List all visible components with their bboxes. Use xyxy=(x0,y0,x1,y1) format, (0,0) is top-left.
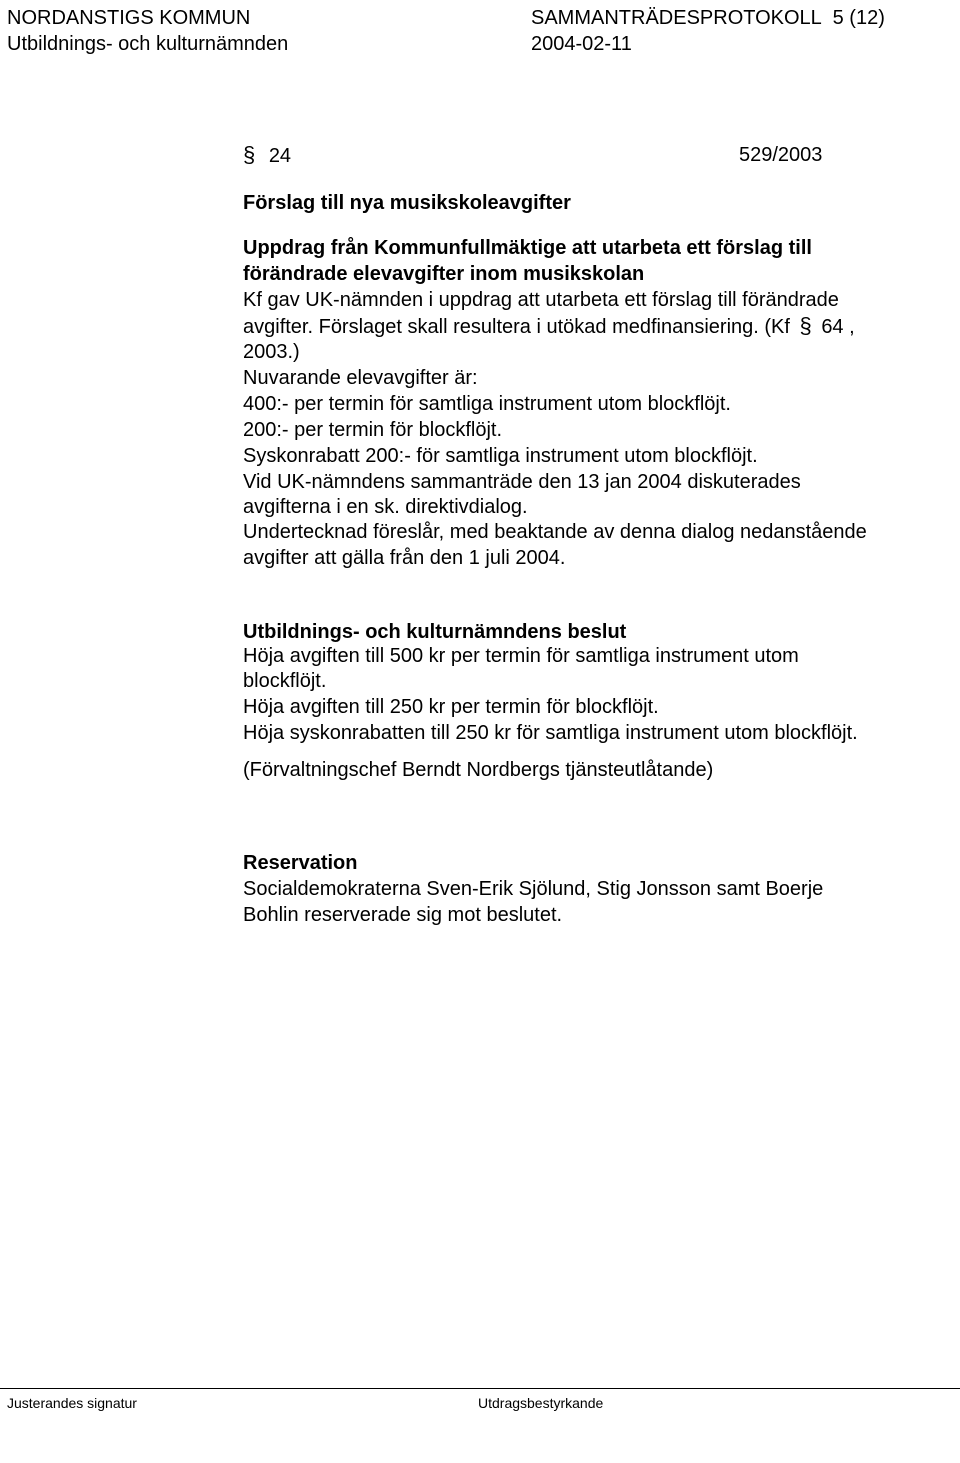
reservation-line: Socialdemokraterna Sven-Erik Sjölund, Stig Jonsson samt Boerje xyxy=(243,878,824,900)
assignment-text-line: 200:- per termin för blockflöjt. xyxy=(243,419,502,441)
assignment-text-line: avgifter att gälla från den 1 juli 2004. xyxy=(243,547,566,569)
assignment-heading-line-2: förändrade elevavgifter inom musikskolan xyxy=(243,263,645,285)
page-number: 5 (12) xyxy=(832,7,885,29)
assignment-text-line: Kf gav UK-nämnden i uppdrag att utarbeta ett förslag till förändrade xyxy=(243,289,839,311)
committee-name: Utbildnings- och kulturnämnden xyxy=(7,33,289,55)
decision-line: Höja avgiften till 500 kr per termin för samtliga instrument utom xyxy=(243,645,799,667)
assignment-heading-line-1: Uppdrag från Kommunfullmäktige att utarbeta ett förslag till xyxy=(243,237,812,259)
paragraph-symbol: § xyxy=(243,142,256,167)
decision-line: Höja avgiften till 250 kr per termin för blockflöjt. xyxy=(243,696,659,718)
signature-label: Justerandes signatur xyxy=(7,1395,137,1411)
reservation-line: Bohlin reserverade sig mot beslutet. xyxy=(243,904,563,926)
decision-line: blockflöjt. xyxy=(243,670,327,692)
decision-reference: (Förvaltningschef Berndt Nordbergs tjänsteutlåtande) xyxy=(243,759,714,781)
assignment-text-line: Vid UK-nämndens sammanträde den 13 jan 2004 diskuterades xyxy=(243,471,801,493)
assignment-text-line: avgifterna i en sk. direktivdialog. xyxy=(243,496,528,518)
assignment-text-line xyxy=(243,313,855,340)
assignment-text-line: Syskonrabatt 200:- för samtliga instrument utom blockflöjt. xyxy=(243,445,758,467)
decision-line: Höja syskonrabatten till 250 kr för samtliga instrument utom blockflöjt. xyxy=(243,722,858,744)
case-number: 529/2003 xyxy=(739,144,823,166)
section-number xyxy=(243,142,291,169)
assignment-text-line: Undertecknad föreslår, med beaktande av denna dialog nedanstående xyxy=(243,521,867,543)
meeting-date: 2004-02-11 xyxy=(531,33,632,55)
section-title: Förslag till nya musikskoleavgifter xyxy=(243,192,571,214)
footer-divider xyxy=(0,1388,960,1389)
decision-heading: Utbildnings- och kulturnämndens beslut xyxy=(243,621,627,643)
reservation-heading: Reservation xyxy=(243,852,358,874)
assignment-text-line: Nuvarande elevavgifter är: xyxy=(243,367,478,389)
municipality-name: NORDANSTIGS KOMMUN xyxy=(7,7,251,29)
paragraph-symbol: § xyxy=(799,313,812,338)
extract-verification-label: Utdragsbestyrkande xyxy=(478,1395,604,1411)
assignment-text-segment: avgifter. Förslaget skall resultera i utökad medfinansiering. (Kf xyxy=(243,316,790,338)
document-type xyxy=(531,6,885,30)
assignment-text-line: 2003.) xyxy=(243,341,300,363)
section-number-value: 24 xyxy=(268,145,292,167)
assignment-text-segment: 64 , xyxy=(821,316,855,338)
document-type-label: SAMMANTRÄDESPROTOKOLL xyxy=(531,7,822,29)
assignment-text-line: 400:- per termin för samtliga instrument utom blockflöjt. xyxy=(243,393,731,415)
